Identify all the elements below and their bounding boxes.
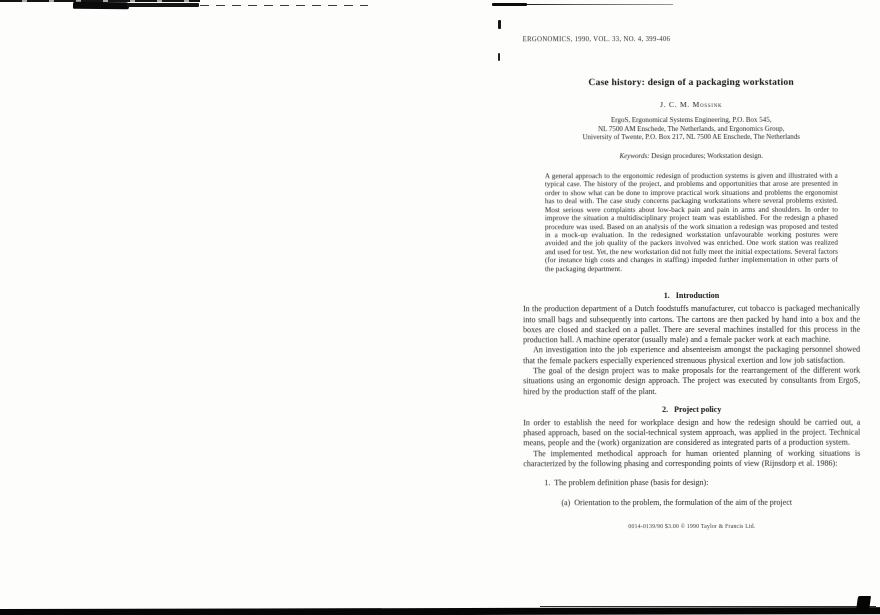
scan-streak-top-left-dashes <box>200 5 368 6</box>
scan-blob-bottom-right <box>856 596 871 611</box>
paragraph: The implemented methodical approach for human oriented planning of working situations is characterized by the following phasing and corresponding points of view (Rijnsdorp et al. 1986): <box>523 448 861 469</box>
paragraph: In order to establish the need for workplace design and how the redesign should be carried out, a phased approach, based on the social-technical system approach, was applied in the project. Technical means, people and the (work) organization are considered as integrated parts of a production system. <box>523 417 861 448</box>
affiliation-block <box>523 116 860 142</box>
affiliation-line: NL 7500 AM Enschede, The Netherlands, and Ergonomics Group, <box>598 124 785 133</box>
content-column <box>523 36 861 531</box>
paragraph: In the production department of a Dutch foodstuffs manufacturer, cut tobacco is packaged mechanically into small bags and subsequently into cartons. The cartons are then packed by hand into a box and the boxes are closed and stacked on a pallet. There are several machines installed for this process in the production hall. A machine operator (usually male) and a female packer work at each machine. <box>523 303 861 345</box>
paragraph: An investigation into the job experience and absenteeism amongst the packaging personnel showed that the female packers especially experienced strenuous physical exertion and low job satisfaction. <box>523 345 861 365</box>
scan-streak-top-center-head <box>492 3 527 6</box>
affiliation-line: University of Twente, P.O. Box 217, NL 7500 AE Enschede, The Netherlands <box>582 132 801 142</box>
paragraph: The goal of the design project was to make proposals for the rearrangement of the different work situations using an ergonomic design approach. The project was executed by consultants from ErgoS, hired by the production staff of the plant. <box>523 365 861 396</box>
journal-header: ERGONOMICS, 1990, VOL. 33, NO. 4, 399-406 <box>522 36 671 44</box>
affiliation-line: ErgoS, Ergonomical Systems Engineering, P.O. Box 545, <box>610 115 772 125</box>
section-heading-introduction: 1. Introduction <box>663 291 720 301</box>
copyright-line: 0014-0139/90 $3.00 © 1990 Taylor & Francis Ltd. <box>628 523 756 531</box>
keywords-text: Design procedures; Workstation design. <box>649 151 764 160</box>
scan-ink-blob-top-left <box>73 2 129 10</box>
section-heading-project-policy: 2. Project policy <box>662 404 722 414</box>
scan-streak-top-center <box>492 4 673 5</box>
author-name: J. C. M. Mossink <box>660 99 723 110</box>
scan-ink-blob-top-left-2 <box>127 3 199 7</box>
numbered-list-item: 1. The problem definition phase (basis for design): <box>544 478 709 488</box>
abstract: A general approach to the ergonomic redesign of production systems is given and illustrated with a typical case. The history of the project, and problems and opportunities that arose are presented in order to show what can be done to improve practical work situations and problems the ergonomist has to deal with. The case study concerns packaging workstations where several problems existed. Most serious were complaints about low-back pain and pain in arms and shoulders. In order to improve the situation a multidisciplinary project team was established. For the redesign a phased procedure was used. Based on an analysis of the work situation a redesign was proposed and tested in a mock-up evaluation. In the redesigned workstation unfavourable working postures were avoided and the job quality of the packers involved was enriched. One work station was realized and used for test. Yet, the new workstation did not fully meet the initial expectations. Several factors (for instance high costs and changes in staffing) impeded further implementation in other parts of the packaging department. <box>544 171 838 274</box>
binding-mark-upper <box>498 20 501 29</box>
keywords-label: Keywords: <box>619 151 650 160</box>
scan-bar-bottom-edge <box>0 607 880 615</box>
page-title: Case history: design of a packaging workstation <box>588 76 794 89</box>
binding-mark-lower <box>498 53 500 61</box>
scan-streak-top-left <box>0 0 200 2</box>
keywords-line <box>523 151 860 160</box>
lettered-list-item: (a) Orientation to the problem, the formulation of the aim of the project <box>561 497 792 507</box>
scan-line-bottom-right <box>540 606 876 607</box>
